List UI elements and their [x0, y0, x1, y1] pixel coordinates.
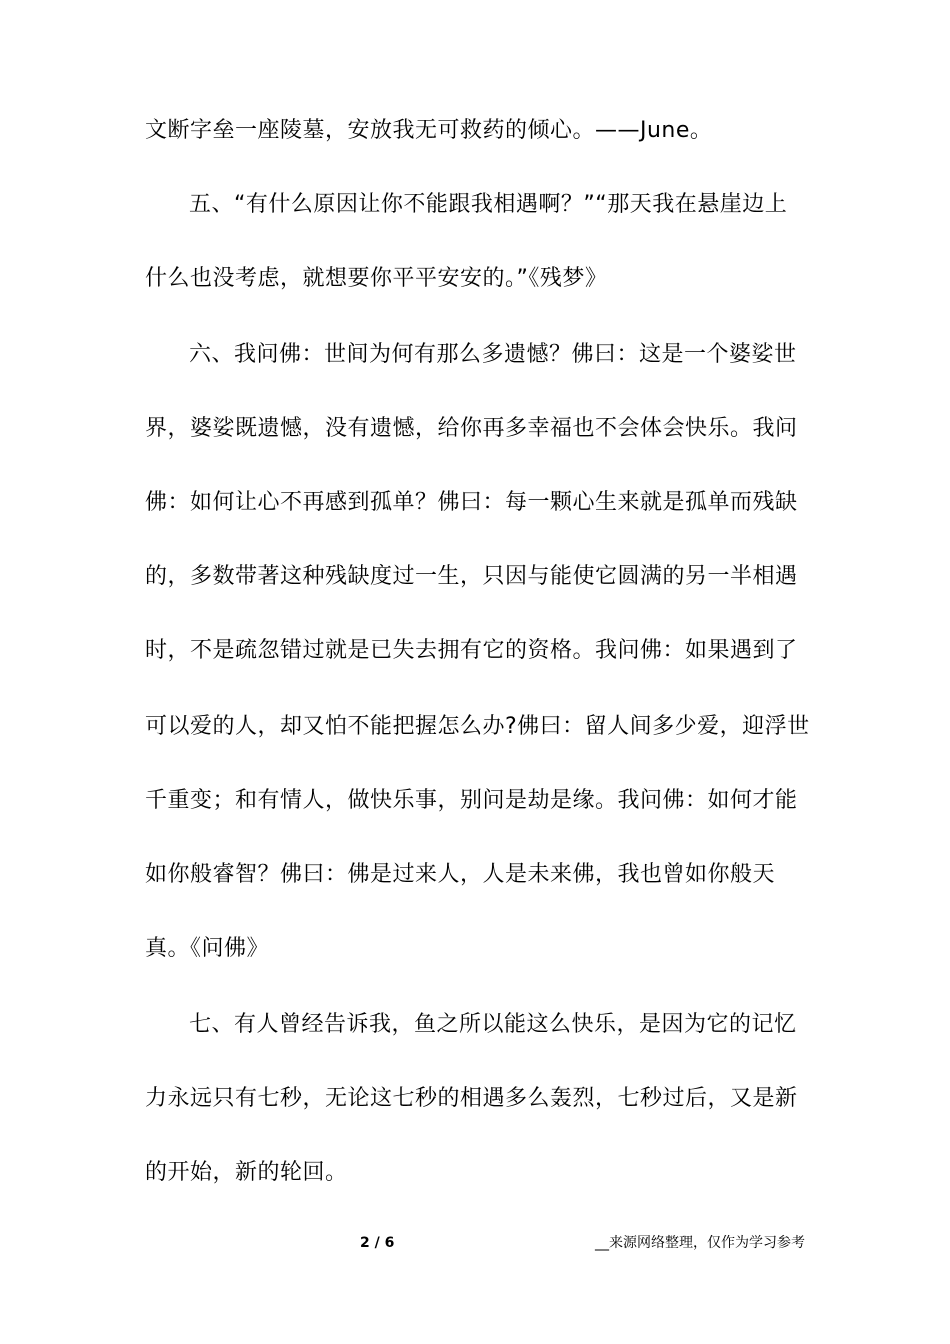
paragraph-6-line-3: 佛：如何让心不再感到孤单？佛曰：每一颗心生来就是孤单而残缺: [145, 490, 798, 515]
paragraph-7-line-3: 的开始，新的轮回。: [145, 1160, 348, 1185]
paragraph-6-line-4: 的，多数带著这种残缺度过一生，只因与能使它圆满的另一半相遇: [145, 564, 798, 589]
page-number: 2 / 6: [360, 1235, 395, 1251]
paragraph-7-line-2: 力永远只有七秒，无论这七秒的相遇多么轰烈，七秒过后，又是新: [145, 1086, 798, 1111]
paragraph-6-line-6: 可以爱的人，却又怕不能把握怎么办?佛曰：留人间多少爱，迎浮世: [145, 714, 810, 739]
paragraph-6-line-8: 如你般睿智？佛曰：佛是过来人，人是未来佛，我也曾如你般天: [145, 862, 776, 887]
paragraph-7-line-1: 七、有人曾经告诉我，鱼之所以能这么快乐，是因为它的记忆: [189, 1012, 797, 1037]
paragraph-6-line-7: 千重变；和有情人，做快乐事，别问是劫是缘。我问佛：如何才能: [145, 788, 798, 813]
paragraph-5-line-2: 什么也没考虑，就想要你平平安安的。”《残梦》: [145, 266, 608, 291]
paragraph-6-line-9: 真。《问佛》: [145, 936, 270, 961]
text-line-1: 文断字垒一座陵墓，安放我无可救药的倾心。——June。: [145, 118, 713, 143]
paragraph-6-line-5: 时，不是疏忽错过就是已失去拥有它的资格。我问佛：如果遇到了: [145, 638, 798, 663]
paragraph-5-line-1: 五、“有什么原因让你不能跟我相遇啊？”“那天我在悬崖边上: [189, 192, 788, 217]
source-note: __来源网络整理，仅作为学习参考: [595, 1235, 805, 1251]
paragraph-6-line-2: 界，婆娑既遗憾，没有遗憾，给你再多幸福也不会体会快乐。我问: [145, 416, 798, 441]
paragraph-6-line-1: 六、我问佛：世间为何有那么多遗憾？佛曰：这是一个婆娑世: [189, 342, 797, 367]
